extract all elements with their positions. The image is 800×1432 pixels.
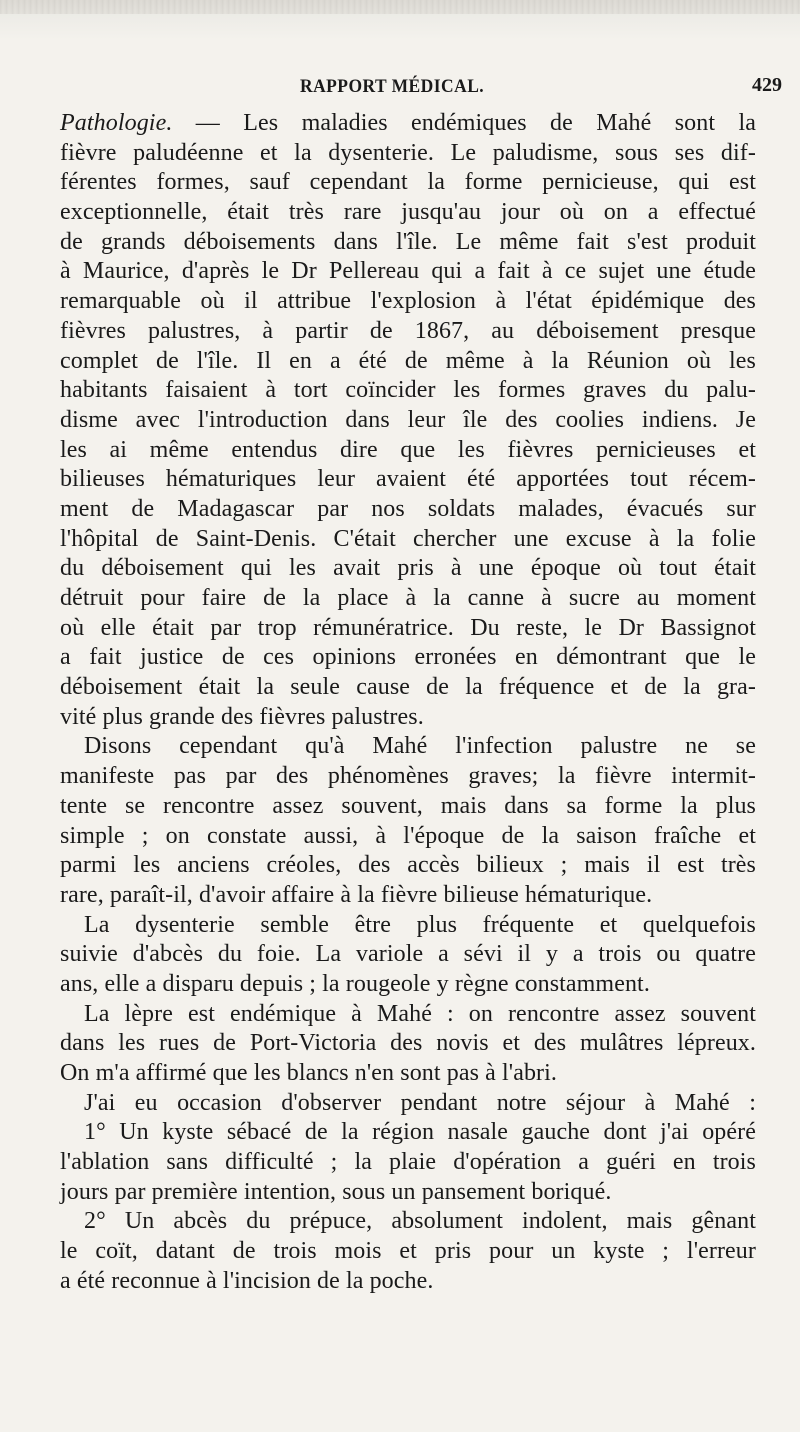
section-heading: Pathologie.	[60, 110, 173, 136]
line-text: La lèpre est endémique à Mahé : on rencontre assez souvent	[84, 1000, 756, 1027]
text-line	[60, 1118, 756, 1148]
line-text: férentes formes, sauf cependant la forme pernicieuse, qui est	[60, 169, 756, 196]
line-text: du déboisement qui les avait pris à une époque où tout était	[60, 555, 756, 582]
text-line	[60, 168, 756, 198]
line-text: le coït, datant de trois mois et pris pour un kyste ; l'erreur	[60, 1238, 756, 1265]
line-text: exceptionnelle, était très rare jusqu'au jour où on a effectué	[60, 199, 756, 226]
line-text: suivie d'abcès du foie. La variole a sévi il y a trois ou quatre	[60, 941, 756, 968]
text-line	[60, 762, 756, 792]
text-line	[60, 673, 756, 703]
text-line	[60, 1148, 756, 1178]
text-line	[60, 1059, 756, 1089]
line-text: remarquable où il attribue l'explosion à l'état épidémique des	[60, 288, 756, 315]
line-text: l'hôpital de Saint-Denis. C'était chercher une excuse à la folie	[60, 525, 756, 552]
text-line	[60, 406, 756, 436]
running-header	[0, 70, 800, 100]
text-line	[60, 436, 756, 466]
text-line	[60, 703, 756, 733]
line-text: les ai même entendus dire que les fièvres pernicieuses et	[60, 436, 756, 463]
text-line	[60, 1000, 756, 1030]
line-text: de grands déboisements dans l'île. Le même fait s'est produit	[60, 228, 756, 255]
text-line	[60, 643, 756, 673]
line-text: habitants faisaient à tort coïncider les formes graves du palu-	[60, 377, 756, 404]
body-text	[60, 109, 756, 1297]
text-line	[60, 911, 756, 941]
line-text: ans, elle a disparu depuis ; la rougeole y règne constamment.	[60, 970, 650, 997]
line-text: fièvres palustres, à partir de 1867, au déboisement presque	[60, 317, 756, 344]
line-text: parmi les anciens créoles, des accès bilieux ; mais il est très	[60, 852, 756, 879]
text-line	[60, 1178, 756, 1208]
line-text: La dysenterie semble être plus fréquente et quelquefois	[84, 911, 756, 938]
text-line	[60, 347, 756, 377]
line-text: rare, paraît-il, d'avoir affaire à la fièvre bilieuse hématurique.	[60, 881, 653, 908]
line-text: complet de l'île. Il en a été de même à la Réunion où les	[60, 347, 756, 374]
text-line	[60, 940, 756, 970]
text-line	[60, 465, 756, 495]
text-line	[60, 1267, 756, 1297]
page-top-edge	[0, 0, 800, 14]
text-line	[60, 525, 756, 555]
line-text: ment de Madagascar par nos soldats malades, évacués sur	[60, 495, 756, 522]
text-line	[60, 1237, 756, 1267]
line-text: J'ai eu occasion d'observer pendant notre séjour à Mahé :	[84, 1089, 756, 1116]
text-line	[60, 584, 756, 614]
line-text: 1° Un kyste sébacé de la région nasale gauche dont j'ai opéré	[84, 1119, 756, 1146]
line-text: vité plus grande des fièvres palustres.	[60, 703, 424, 730]
line-text: 2° Un abcès du prépuce, absolument indolent, mais gênant	[84, 1208, 756, 1235]
text-line	[60, 495, 756, 525]
line-text: a été reconnue à l'incision de la poche.	[60, 1267, 434, 1294]
text-line	[60, 732, 756, 762]
text-line	[60, 822, 756, 852]
running-title: RAPPORT MÉDICAL.	[300, 76, 485, 97]
line-text: a fait justice de ces opinions erronées en démontrant que le	[60, 644, 756, 671]
text-line	[60, 1207, 756, 1237]
line-text: où elle était par trop rémunératrice. Du reste, le Dr Bassignot	[60, 614, 756, 641]
line-text: l'ablation sans difficulté ; la plaie d'opération a guéri en trois	[60, 1149, 756, 1176]
text-line	[60, 257, 756, 287]
text-line	[60, 317, 756, 347]
line-text: — Les maladies endémiques de Mahé sont la	[172, 110, 756, 136]
line-text: détruit pour faire de la place à la canne à sucre au moment	[60, 585, 756, 611]
line-text: bilieuses hématuriques leur avaient été apportées tout récem-	[60, 466, 756, 493]
line-text: dans les rues de Port-Victoria des novis et des mulâtres lépreux.	[60, 1030, 756, 1057]
text-line	[60, 376, 756, 406]
text-line	[60, 198, 756, 228]
text-line	[60, 554, 756, 584]
text-line	[60, 139, 756, 169]
text-line	[60, 287, 756, 317]
text-line	[60, 851, 756, 881]
line-text: simple ; on constate aussi, à l'époque de la saison fraîche et	[60, 822, 756, 849]
text-line	[60, 614, 756, 644]
line-text: fièvre paludéenne et la dysenterie. Le paludisme, sous ses dif-	[60, 139, 756, 166]
text-line	[60, 1089, 756, 1119]
line-text: manifeste pas par des phénomènes graves; la fièvre intermit-	[60, 763, 756, 790]
line-text: Disons cependant qu'à Mahé l'infection palustre ne se	[84, 733, 756, 760]
line-text: déboisement était la seule cause de la fréquence et de la gra-	[60, 674, 756, 701]
text-line	[60, 881, 756, 911]
line-text: disme avec l'introduction dans leur île des coolies indiens. Je	[60, 406, 756, 433]
text-line	[60, 970, 756, 1000]
text-line	[60, 1029, 756, 1059]
line-text: jours par première intention, sous un pansement boriqué.	[60, 1178, 612, 1205]
text-line	[60, 109, 756, 139]
line-text: On m'a affirmé que les blancs n'en sont pas à l'abri.	[60, 1060, 558, 1086]
line-text: à Maurice, d'après le Dr Pellereau qui a fait à ce sujet une étude	[60, 258, 756, 285]
text-line	[60, 228, 756, 258]
text-line	[60, 792, 756, 822]
page-number: 429	[752, 74, 782, 96]
line-text: tente se rencontre assez souvent, mais dans sa forme la plus	[60, 792, 756, 819]
